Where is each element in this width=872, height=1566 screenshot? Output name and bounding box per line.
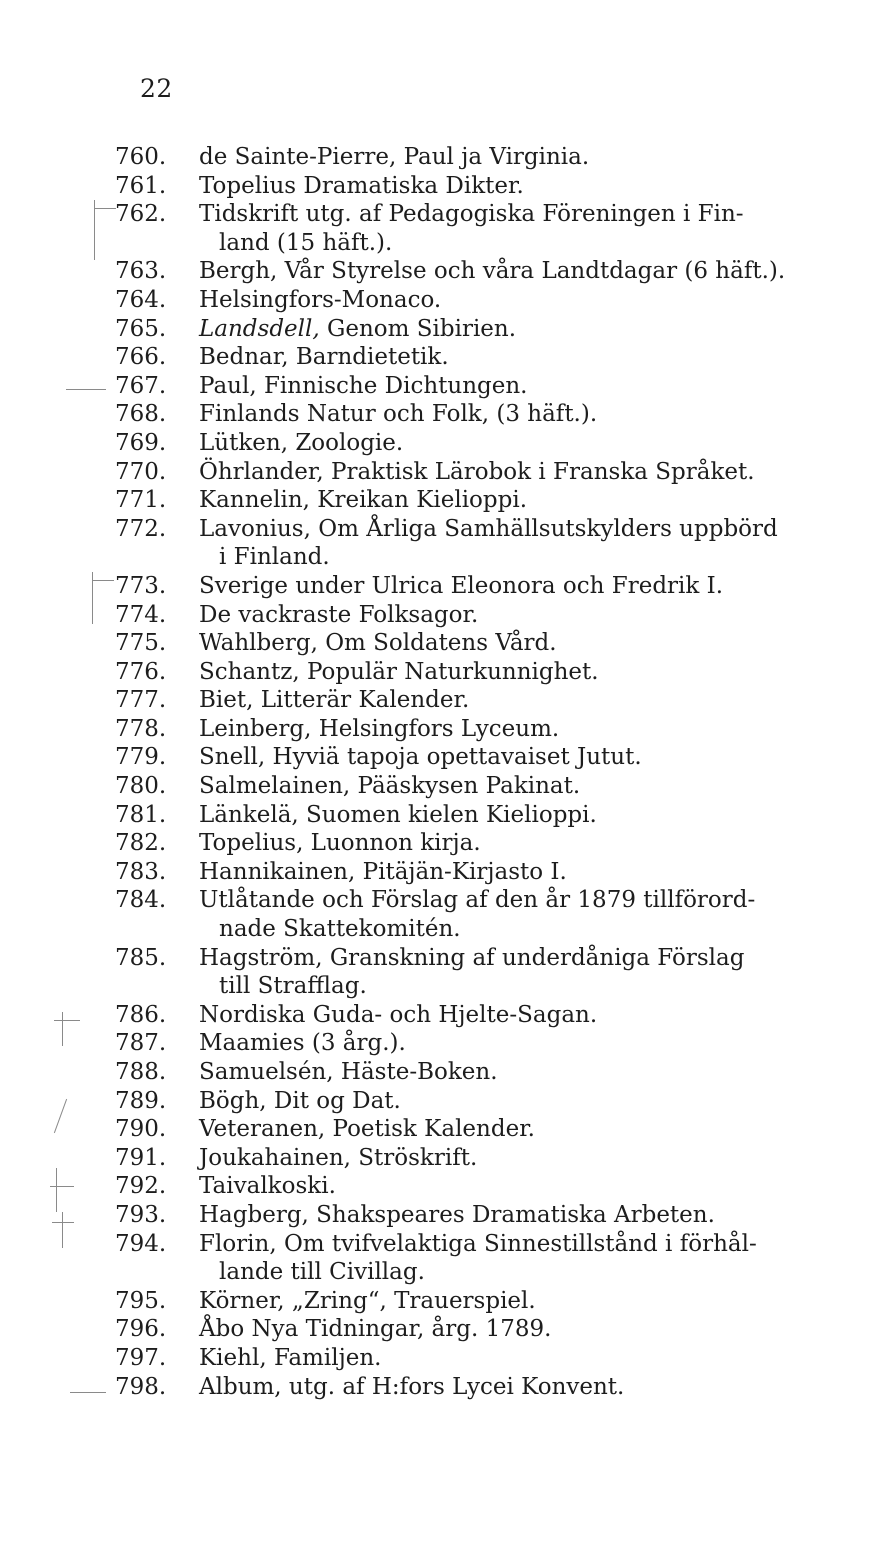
entry-continuation-line: lande till Civillag. bbox=[219, 1259, 425, 1286]
entry-number: 784. bbox=[115, 887, 167, 914]
entry-line: Joukahainen, Ströskrift. bbox=[199, 1144, 478, 1171]
catalog-list bbox=[115, 143, 815, 1401]
entry-number: 791. bbox=[115, 1144, 167, 1171]
entry-number: 769. bbox=[115, 429, 167, 456]
entry-number: 786. bbox=[115, 1001, 167, 1028]
entry-text bbox=[199, 715, 815, 744]
entry-line: Körner, „Zring“, Trauerspiel. bbox=[199, 1287, 536, 1314]
entry-text bbox=[199, 772, 815, 801]
entry-number: 774. bbox=[115, 601, 167, 628]
catalog-entry bbox=[115, 143, 815, 172]
catalog-entry bbox=[115, 801, 815, 830]
entry-line: Öhrlander, Praktisk Lärobok i Franska Språket. bbox=[199, 458, 755, 485]
entry-number: 766. bbox=[115, 344, 167, 371]
entry-text bbox=[199, 486, 815, 515]
catalog-entry bbox=[115, 944, 815, 1001]
catalog-entry bbox=[115, 572, 815, 601]
entry-number: 783. bbox=[115, 858, 167, 885]
entry-text bbox=[199, 400, 815, 429]
catalog-entry bbox=[115, 429, 815, 458]
entry-line: Lütken, Zoologie. bbox=[199, 429, 404, 456]
entry-line: Topelius Dramatiska Dikter. bbox=[199, 172, 524, 199]
entry-number: 781. bbox=[115, 801, 167, 828]
entry-text bbox=[199, 686, 815, 715]
entry-text bbox=[199, 743, 815, 772]
catalog-entry bbox=[115, 629, 815, 658]
entry-text bbox=[199, 1287, 815, 1316]
entry-text bbox=[199, 315, 815, 344]
catalog-entry bbox=[115, 743, 815, 772]
catalog-entry bbox=[115, 858, 815, 887]
catalog-entry bbox=[115, 315, 815, 344]
entry-text bbox=[199, 944, 815, 1001]
margin-mark bbox=[62, 1212, 63, 1248]
entry-title: Genom Sibirien. bbox=[319, 315, 517, 342]
catalog-entry bbox=[115, 343, 815, 372]
entry-text bbox=[199, 658, 815, 687]
margin-mark bbox=[54, 1099, 67, 1133]
entry-text bbox=[199, 257, 815, 286]
entry-number: 798. bbox=[115, 1373, 167, 1400]
entry-number: 771. bbox=[115, 487, 167, 514]
entry-text bbox=[199, 858, 815, 887]
entry-number: 773. bbox=[115, 572, 167, 599]
entry-line: Hagberg, Shakspeares Dramatiska Arbeten. bbox=[199, 1201, 715, 1228]
entry-line: Kiehl, Familjen. bbox=[199, 1344, 382, 1371]
entry-continuation-line: till Strafflag. bbox=[219, 973, 367, 1000]
entry-line: Leinberg, Helsingfors Lyceum. bbox=[199, 715, 560, 742]
entry-text bbox=[199, 572, 815, 601]
catalog-entry bbox=[115, 515, 815, 572]
entry-line: Finlands Natur och Folk, (3 häft.). bbox=[199, 401, 598, 428]
catalog-entry bbox=[115, 715, 815, 744]
entry-line: Åbo Nya Tidningar, årg. 1789. bbox=[199, 1316, 552, 1343]
entry-line: Wahlberg, Om Soldatens Vård. bbox=[199, 630, 557, 657]
catalog-entry bbox=[115, 1172, 815, 1201]
entry-number: 796. bbox=[115, 1316, 167, 1343]
entry-number: 778. bbox=[115, 715, 167, 742]
catalog-entry bbox=[115, 829, 815, 858]
entry-line: Topelius, Luonnon kirja. bbox=[199, 830, 481, 857]
entry-line: Nordiska Guda- och Hjelte-Sagan. bbox=[199, 1001, 598, 1028]
entry-line: Länkelä, Suomen kielen Kielioppi. bbox=[199, 801, 597, 828]
catalog-entry bbox=[115, 658, 815, 687]
entry-line: de Sainte-Pierre, Paul ja Virginia. bbox=[199, 144, 590, 170]
entry-text bbox=[199, 1001, 815, 1030]
entry-line: Bergh, Vår Styrelse och våra Landtdagar (6 häft.). bbox=[199, 258, 786, 285]
entry-text bbox=[199, 1230, 815, 1287]
catalog-entry bbox=[115, 1144, 815, 1173]
margin-mark bbox=[56, 1168, 57, 1212]
entry-line: Sverige under Ulrica Eleonora och Fredrik I. bbox=[199, 572, 724, 599]
entry-line: Snell, Hyviä tapoja opettavaiset Jutut. bbox=[199, 744, 642, 771]
entry-text bbox=[199, 1029, 815, 1058]
entry-number: 763. bbox=[115, 258, 167, 285]
entry-text bbox=[199, 1172, 815, 1201]
catalog-entry bbox=[115, 400, 815, 429]
entry-line: Paul, Finnische Dichtungen. bbox=[199, 372, 528, 399]
entry-text bbox=[199, 172, 815, 201]
entry-text bbox=[199, 629, 815, 658]
entry-continuation-line: i Finland. bbox=[219, 544, 330, 571]
catalog-entry bbox=[115, 257, 815, 286]
entry-number: 775. bbox=[115, 630, 167, 657]
entry-text bbox=[199, 200, 815, 257]
catalog-entry bbox=[115, 1344, 815, 1373]
entry-line: Kannelin, Kreikan Kielioppi. bbox=[199, 487, 528, 514]
catalog-entry bbox=[115, 1315, 815, 1344]
catalog-entry bbox=[115, 772, 815, 801]
entry-line: Biet, Litterär Kalender. bbox=[199, 687, 470, 714]
entry-text bbox=[199, 458, 815, 487]
catalog-entry bbox=[115, 1201, 815, 1230]
catalog-entry bbox=[115, 172, 815, 201]
entry-line: Hannikainen, Pitäjän-Kirjasto I. bbox=[199, 858, 567, 885]
catalog-entry bbox=[115, 286, 815, 315]
catalog-entry bbox=[115, 1087, 815, 1116]
catalog-entry bbox=[115, 486, 815, 515]
catalog-entry bbox=[115, 1029, 815, 1058]
margin-mark bbox=[66, 389, 106, 390]
catalog-entry bbox=[115, 686, 815, 715]
margin-mark bbox=[70, 1392, 106, 1393]
entry-text bbox=[199, 343, 815, 372]
entry-text bbox=[199, 1115, 815, 1144]
entry-number: 767. bbox=[115, 372, 167, 399]
entry-line: Bednar, Barndietetik. bbox=[199, 344, 449, 371]
entry-number: 787. bbox=[115, 1030, 167, 1057]
catalog-entry bbox=[115, 1001, 815, 1030]
margin-mark bbox=[54, 1020, 80, 1021]
margin-mark bbox=[62, 1012, 63, 1046]
margin-mark bbox=[52, 1222, 74, 1223]
entry-number: 776. bbox=[115, 658, 167, 685]
entry-number: 782. bbox=[115, 830, 167, 857]
entry-line: Bögh, Dit og Dat. bbox=[199, 1087, 401, 1114]
catalog-entry bbox=[115, 1230, 815, 1287]
entry-line: Florin, Om tvifvelaktiga Sinnestillstånd i förhål- bbox=[199, 1230, 757, 1257]
entry-line: Helsingfors-Monaco. bbox=[199, 286, 442, 313]
catalog-entry bbox=[115, 458, 815, 487]
entry-text bbox=[199, 801, 815, 830]
entry-text bbox=[199, 429, 815, 458]
entry-number: 794. bbox=[115, 1230, 167, 1257]
entry-line: Tidskrift utg. af Pedagogiska Föreningen i Fin- bbox=[199, 201, 744, 228]
catalog-entry bbox=[115, 1373, 815, 1402]
entry-line: Utlåtande och Förslag af den år 1879 tillförord- bbox=[199, 887, 756, 914]
catalog-entry bbox=[115, 1058, 815, 1087]
entry-text bbox=[199, 143, 815, 172]
entry-number: 760. bbox=[115, 144, 167, 170]
entry-line: Veteranen, Poetisk Kalender. bbox=[199, 1116, 535, 1143]
entry-line: Hagström, Granskning af underdåniga Förslag bbox=[199, 944, 745, 971]
entry-text bbox=[199, 286, 815, 315]
entry-line: Salmelainen, Pääskysen Pakinat. bbox=[199, 773, 581, 800]
entry-line: De vackraste Folksagor. bbox=[199, 601, 479, 628]
entry-continuation-line: land (15 häft.). bbox=[219, 229, 393, 256]
entry-line: Samuelsén, Häste-Boken. bbox=[199, 1059, 498, 1085]
entry-text bbox=[199, 1373, 815, 1402]
entry-line: Album, utg. af H:fors Lycei Konvent. bbox=[199, 1373, 625, 1400]
margin-mark bbox=[50, 1186, 74, 1187]
catalog-entry bbox=[115, 1287, 815, 1316]
entry-number: 797. bbox=[115, 1344, 167, 1371]
entry-number: 780. bbox=[115, 773, 167, 800]
catalog-entry bbox=[115, 1115, 815, 1144]
entry-number: 768. bbox=[115, 401, 167, 428]
entry-line bbox=[199, 315, 815, 344]
entry-number: 772. bbox=[115, 515, 167, 542]
entry-number: 788. bbox=[115, 1059, 167, 1085]
entry-text bbox=[199, 1144, 815, 1173]
entry-number: 770. bbox=[115, 458, 167, 485]
entry-line: Schantz, Populär Naturkunnighet. bbox=[199, 658, 599, 685]
entry-line: Maamies (3 årg.). bbox=[199, 1030, 406, 1057]
entry-number: 789. bbox=[115, 1087, 167, 1114]
entry-text bbox=[199, 372, 815, 401]
entry-number: 793. bbox=[115, 1201, 167, 1228]
entry-text bbox=[199, 1315, 815, 1344]
entry-number: 785. bbox=[115, 944, 167, 971]
entry-number: 792. bbox=[115, 1173, 167, 1200]
entry-text bbox=[199, 1087, 815, 1116]
entry-line: Lavonius, Om Årliga Samhällsutskylders uppbörd bbox=[199, 515, 778, 542]
entry-text bbox=[199, 1201, 815, 1230]
entry-text bbox=[199, 1344, 815, 1373]
catalog-entry bbox=[115, 886, 815, 943]
catalog-entry bbox=[115, 601, 815, 630]
entry-number: 761. bbox=[115, 172, 167, 199]
entry-text bbox=[199, 515, 815, 572]
entry-text bbox=[199, 1058, 815, 1087]
margin-mark bbox=[94, 200, 95, 260]
page-number: 22 bbox=[140, 74, 173, 103]
entry-number: 795. bbox=[115, 1287, 167, 1314]
entry-text bbox=[199, 829, 815, 858]
entry-text bbox=[199, 886, 815, 943]
entry-number: 764. bbox=[115, 286, 167, 313]
catalog-entry bbox=[115, 200, 815, 257]
entry-number: 765. bbox=[115, 315, 167, 342]
entry-continuation-line: nade Skattekomitén. bbox=[219, 916, 461, 943]
entry-text bbox=[199, 601, 815, 630]
entry-number: 779. bbox=[115, 744, 167, 771]
margin-mark bbox=[94, 208, 116, 209]
entry-line: Taivalkoski. bbox=[199, 1173, 336, 1200]
entry-number: 777. bbox=[115, 687, 167, 714]
margin-mark bbox=[92, 580, 114, 581]
entry-number: 790. bbox=[115, 1116, 167, 1143]
entry-number: 762. bbox=[115, 201, 167, 228]
entry-author-italic: Landsdell, bbox=[199, 315, 320, 342]
catalog-entry bbox=[115, 372, 815, 401]
